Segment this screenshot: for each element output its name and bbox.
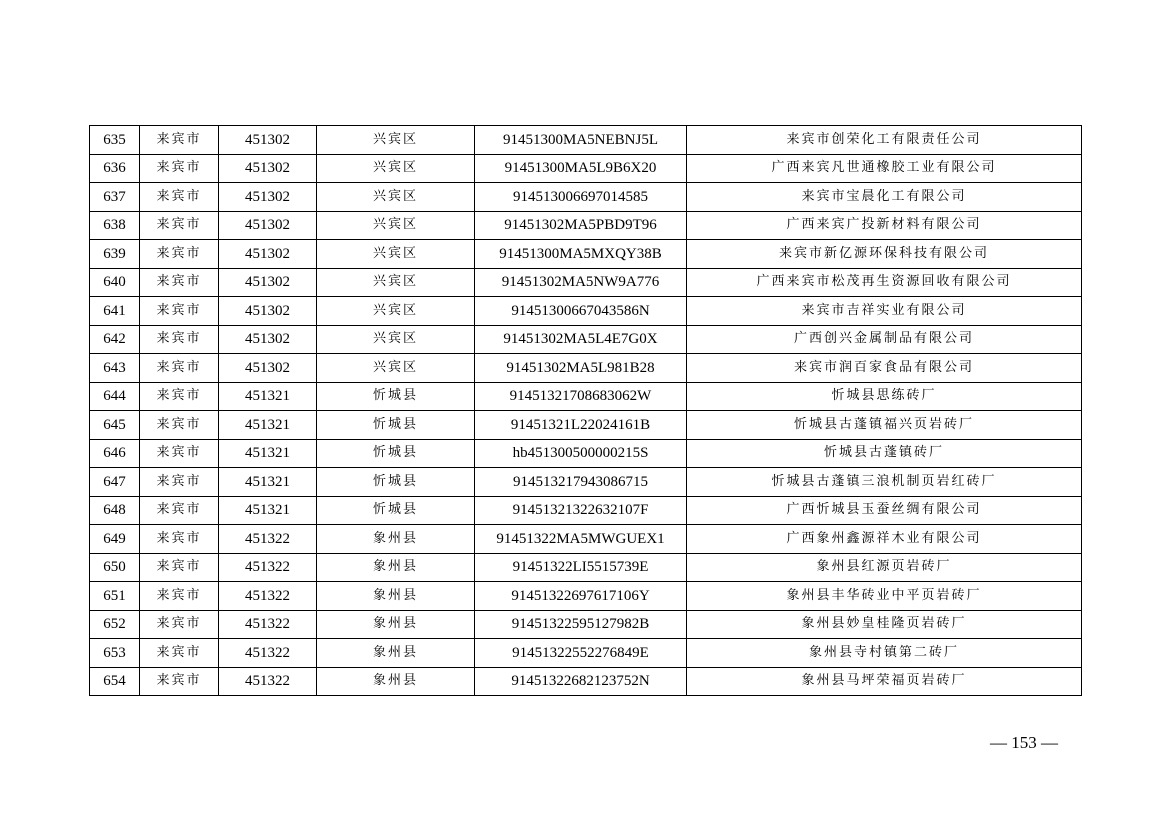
- table-row: [90, 297, 1082, 326]
- cell-company-name: 广西来宾市松茂再生资源回收有限公司: [687, 268, 1082, 297]
- cell-credit-code: 91451321708683062W: [475, 382, 687, 411]
- table-body: [90, 126, 1082, 696]
- cell-region-code: 451302: [219, 183, 317, 212]
- table-row: [90, 468, 1082, 497]
- cell-row-index: 645: [90, 411, 140, 440]
- cell-city: 来宾市: [140, 240, 219, 269]
- cell-city: 来宾市: [140, 411, 219, 440]
- cell-credit-code: 91451322LI5515739E: [475, 553, 687, 582]
- cell-company-name: 来宾市新亿源环保科技有限公司: [687, 240, 1082, 269]
- table-row: [90, 325, 1082, 354]
- cell-credit-code: 91451302MA5L981B28: [475, 354, 687, 383]
- cell-company-name: 忻城县思练砖厂: [687, 382, 1082, 411]
- cell-city: 来宾市: [140, 211, 219, 240]
- cell-city: 来宾市: [140, 582, 219, 611]
- cell-city: 来宾市: [140, 610, 219, 639]
- cell-region-code: 451302: [219, 240, 317, 269]
- cell-row-index: 635: [90, 126, 140, 155]
- cell-city: 来宾市: [140, 183, 219, 212]
- cell-region-code: 451302: [219, 268, 317, 297]
- cell-credit-code: 91451322682123752N: [475, 667, 687, 696]
- cell-city: 来宾市: [140, 553, 219, 582]
- cell-district: 象州县: [317, 525, 475, 554]
- cell-district: 忻城县: [317, 439, 475, 468]
- cell-credit-code: 91451302MA5L4E7G0X: [475, 325, 687, 354]
- cell-district: 忻城县: [317, 382, 475, 411]
- cell-row-index: 644: [90, 382, 140, 411]
- cell-row-index: 652: [90, 610, 140, 639]
- cell-company-name: 忻城县古蓬镇三浪机制页岩红砖厂: [687, 468, 1082, 497]
- cell-district: 兴宾区: [317, 154, 475, 183]
- cell-company-name: 广西忻城县玉蚕丝绸有限公司: [687, 496, 1082, 525]
- cell-district: 忻城县: [317, 468, 475, 497]
- cell-row-index: 639: [90, 240, 140, 269]
- cell-row-index: 641: [90, 297, 140, 326]
- cell-credit-code: 91451300MA5MXQY38B: [475, 240, 687, 269]
- cell-credit-code: 91451322MA5MWGUEX1: [475, 525, 687, 554]
- cell-district: 兴宾区: [317, 297, 475, 326]
- table-row: [90, 240, 1082, 269]
- cell-district: 兴宾区: [317, 211, 475, 240]
- table-row: [90, 126, 1082, 155]
- cell-region-code: 451302: [219, 154, 317, 183]
- cell-company-name: 象州县寺村镇第二砖厂: [687, 639, 1082, 668]
- cell-credit-code: 91451302MA5NW9A776: [475, 268, 687, 297]
- cell-region-code: 451322: [219, 553, 317, 582]
- cell-city: 来宾市: [140, 439, 219, 468]
- cell-company-name: 象州县丰华砖业中平页岩砖厂: [687, 582, 1082, 611]
- cell-city: 来宾市: [140, 325, 219, 354]
- cell-credit-code: 91451302MA5PBD9T96: [475, 211, 687, 240]
- cell-credit-code: 914513217943086715: [475, 468, 687, 497]
- table-row: [90, 154, 1082, 183]
- cell-region-code: 451302: [219, 297, 317, 326]
- cell-region-code: 451321: [219, 496, 317, 525]
- cell-company-name: 象州县马坪荣福页岩砖厂: [687, 667, 1082, 696]
- cell-row-index: 638: [90, 211, 140, 240]
- cell-city: 来宾市: [140, 382, 219, 411]
- cell-district: 象州县: [317, 553, 475, 582]
- cell-row-index: 651: [90, 582, 140, 611]
- cell-city: 来宾市: [140, 268, 219, 297]
- cell-row-index: 636: [90, 154, 140, 183]
- cell-row-index: 643: [90, 354, 140, 383]
- cell-credit-code: 91451322697617106Y: [475, 582, 687, 611]
- table-row: [90, 496, 1082, 525]
- table-row: [90, 525, 1082, 554]
- cell-district: 兴宾区: [317, 325, 475, 354]
- table-row: [90, 610, 1082, 639]
- cell-district: 象州县: [317, 639, 475, 668]
- cell-credit-code: 91451321L22024161B: [475, 411, 687, 440]
- cell-city: 来宾市: [140, 354, 219, 383]
- table-row: [90, 553, 1082, 582]
- cell-credit-code: 91451322552276849E: [475, 639, 687, 668]
- cell-city: 来宾市: [140, 667, 219, 696]
- cell-city: 来宾市: [140, 468, 219, 497]
- cell-city: 来宾市: [140, 154, 219, 183]
- cell-company-name: 来宾市宝晨化工有限公司: [687, 183, 1082, 212]
- cell-district: 象州县: [317, 667, 475, 696]
- cell-district: 兴宾区: [317, 240, 475, 269]
- table-row: [90, 211, 1082, 240]
- cell-row-index: 646: [90, 439, 140, 468]
- cell-region-code: 451321: [219, 468, 317, 497]
- table-row: [90, 667, 1082, 696]
- table-row: [90, 268, 1082, 297]
- cell-company-name: 广西象州鑫源祥木业有限公司: [687, 525, 1082, 554]
- page-number: — 153 —: [990, 733, 1058, 752]
- cell-district: 兴宾区: [317, 354, 475, 383]
- cell-row-index: 647: [90, 468, 140, 497]
- cell-row-index: 642: [90, 325, 140, 354]
- cell-region-code: 451322: [219, 667, 317, 696]
- cell-district: 兴宾区: [317, 268, 475, 297]
- cell-company-name: 广西来宾凡世通橡胶工业有限公司: [687, 154, 1082, 183]
- cell-credit-code: hb451300500000215S: [475, 439, 687, 468]
- cell-district: 兴宾区: [317, 183, 475, 212]
- cell-credit-code: 91451300MA5NEBNJ5L: [475, 126, 687, 155]
- cell-credit-code: 91451322595127982B: [475, 610, 687, 639]
- cell-row-index: 653: [90, 639, 140, 668]
- cell-region-code: 451322: [219, 525, 317, 554]
- table-row: [90, 382, 1082, 411]
- cell-company-name: 来宾市润百家食品有限公司: [687, 354, 1082, 383]
- table-row: [90, 354, 1082, 383]
- cell-credit-code: 91451300MA5L9B6X20: [475, 154, 687, 183]
- cell-credit-code: 91451321322632107F: [475, 496, 687, 525]
- cell-district: 象州县: [317, 582, 475, 611]
- cell-company-name: 广西创兴金属制品有限公司: [687, 325, 1082, 354]
- cell-region-code: 451302: [219, 325, 317, 354]
- cell-city: 来宾市: [140, 496, 219, 525]
- cell-region-code: 451322: [219, 610, 317, 639]
- cell-region-code: 451321: [219, 382, 317, 411]
- cell-city: 来宾市: [140, 126, 219, 155]
- table-row: [90, 183, 1082, 212]
- cell-district: 忻城县: [317, 411, 475, 440]
- cell-region-code: 451322: [219, 639, 317, 668]
- cell-city: 来宾市: [140, 639, 219, 668]
- cell-region-code: 451302: [219, 211, 317, 240]
- cell-region-code: 451302: [219, 126, 317, 155]
- cell-company-name: 忻城县古蓬镇砖厂: [687, 439, 1082, 468]
- cell-region-code: 451302: [219, 354, 317, 383]
- cell-row-index: 649: [90, 525, 140, 554]
- cell-company-name: 来宾市创荣化工有限责任公司: [687, 126, 1082, 155]
- cell-city: 来宾市: [140, 525, 219, 554]
- cell-region-code: 451321: [219, 439, 317, 468]
- cell-company-name: 来宾市吉祥实业有限公司: [687, 297, 1082, 326]
- cell-region-code: 451321: [219, 411, 317, 440]
- table-row: [90, 439, 1082, 468]
- cell-company-name: 象州县妙皇桂隆页岩砖厂: [687, 610, 1082, 639]
- enterprise-list-table: [89, 125, 1082, 696]
- cell-row-index: 637: [90, 183, 140, 212]
- cell-district: 忻城县: [317, 496, 475, 525]
- cell-company-name: 广西来宾广投新材料有限公司: [687, 211, 1082, 240]
- cell-city: 来宾市: [140, 297, 219, 326]
- cell-row-index: 654: [90, 667, 140, 696]
- cell-row-index: 650: [90, 553, 140, 582]
- table-row: [90, 582, 1082, 611]
- cell-company-name: 象州县红源页岩砖厂: [687, 553, 1082, 582]
- cell-region-code: 451322: [219, 582, 317, 611]
- cell-credit-code: 914513006697014585: [475, 183, 687, 212]
- cell-row-index: 648: [90, 496, 140, 525]
- table-row: [90, 411, 1082, 440]
- cell-company-name: 忻城县古蓬镇福兴页岩砖厂: [687, 411, 1082, 440]
- cell-district: 兴宾区: [317, 126, 475, 155]
- cell-credit-code: 91451300667043586N: [475, 297, 687, 326]
- cell-row-index: 640: [90, 268, 140, 297]
- table-row: [90, 639, 1082, 668]
- cell-district: 象州县: [317, 610, 475, 639]
